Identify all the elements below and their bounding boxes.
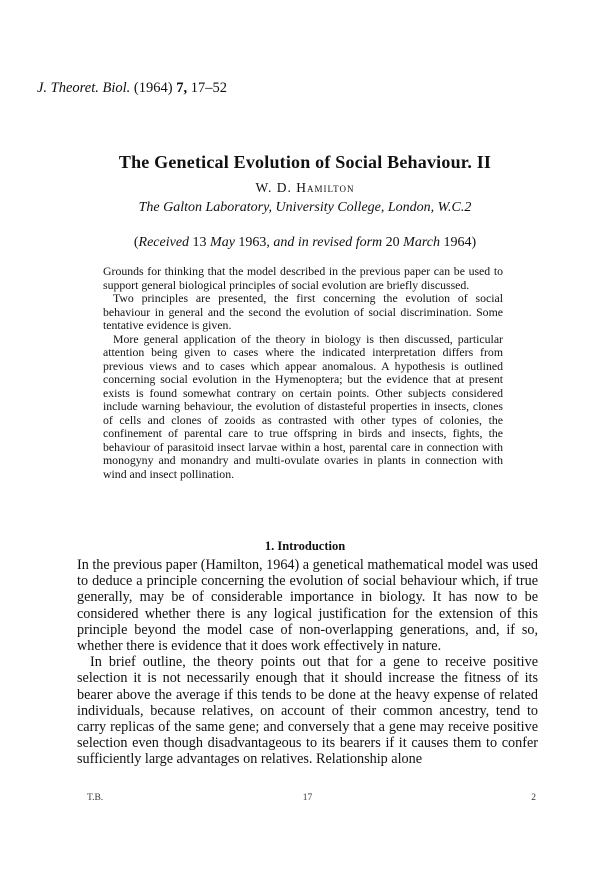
signature-mark: 2 xyxy=(531,793,536,803)
received-year: 1963, xyxy=(238,235,270,250)
section-heading: 1. Introduction xyxy=(264,539,346,553)
revised-day: 20 xyxy=(385,235,400,250)
author-surname: Hamilton xyxy=(296,180,355,195)
article-title: The Genetical Evolution of Social Behaviour. II xyxy=(118,152,492,172)
footer-journal-mark: T.B. xyxy=(87,793,104,803)
abstract-paragraph: More general application of the theory in biology is then discussed, particular attention being given to cases where the indicated interpretation differs from previous views and to cases which appear anomalous. A hypothesis is outlined concerning social evolution in the Hymenoptera; but the evidence that at present exists is found somewhat contrary on certain points. Other subjects considered include warning behaviour, the evolution of distasteful properties in insects, clones of cells and clones of zooids as contrasted with other types of colonies, the confinement of parental care to true offspring in birds and insects, fights, the behaviour of parasitoid insect larvae within a host, parental care in connection with monogyny and monandry and multi-ovulate ovaries in plants in connection with wind and insect pollination. xyxy=(103,331,503,481)
paren-open: ( xyxy=(133,235,139,250)
journal-volume: 7, xyxy=(176,80,188,96)
author-affiliation: The Galton Laboratory, University College, London, W.C.2 xyxy=(138,200,472,215)
abstract xyxy=(103,265,503,481)
body-paragraph: In brief outline, the theory points out that for a gene to receive positive selection it is not necessarily enough that it should increase the fitness of its bearer above the average if this tends to be done at the heavy expense of related individuals, because relatives, on account of their common ancestry, tend to carry replicas of the same gene; and conversely that a gene may receive positive selection even though disadvantageous to its bearers if it causes them to confer sufficiently large advantages on relatives. Relationship alone xyxy=(77,654,538,768)
author-line xyxy=(0,180,610,196)
page-number: 17 xyxy=(302,793,313,803)
received-label: Received xyxy=(138,235,190,250)
received-day: 13 xyxy=(192,235,207,250)
journal-name: J. Theoret. Biol. xyxy=(37,80,131,96)
abstract-paragraph: Grounds for thinking that the model described in the previous paper can be used to support general biological principles of social evolution are briefly discussed. xyxy=(103,264,503,292)
body-text xyxy=(77,557,538,768)
journal-citation xyxy=(37,80,227,97)
revised-year: 1964) xyxy=(443,235,477,250)
revised-month: March xyxy=(403,235,440,250)
journal-pages: 17–52 xyxy=(190,80,227,96)
abstract-paragraph: Two principles are presented, the first concerning the evolution of social behaviour in general and the second the evolution of social discrimination. Some tentative evidence is given. xyxy=(103,291,503,332)
journal-year: (1964) xyxy=(133,80,173,96)
received-dates xyxy=(0,235,610,251)
received-month: May xyxy=(210,235,235,250)
revised-label: and in revised form xyxy=(273,235,383,250)
body-paragraph: In the previous paper (Hamilton, 1964) a genetical mathematical model was used to deduce a principle concerning the evolution of social behaviour which, if true generally, may be of considerable importance in biology. It has now to be considered whether there is any logical justification for the extension of this principle beyond the model case of non-overlapping generations, and, if so, whether there is evidence that it does work effectively in nature. xyxy=(77,557,538,655)
author-initials: W. D. xyxy=(255,180,292,195)
